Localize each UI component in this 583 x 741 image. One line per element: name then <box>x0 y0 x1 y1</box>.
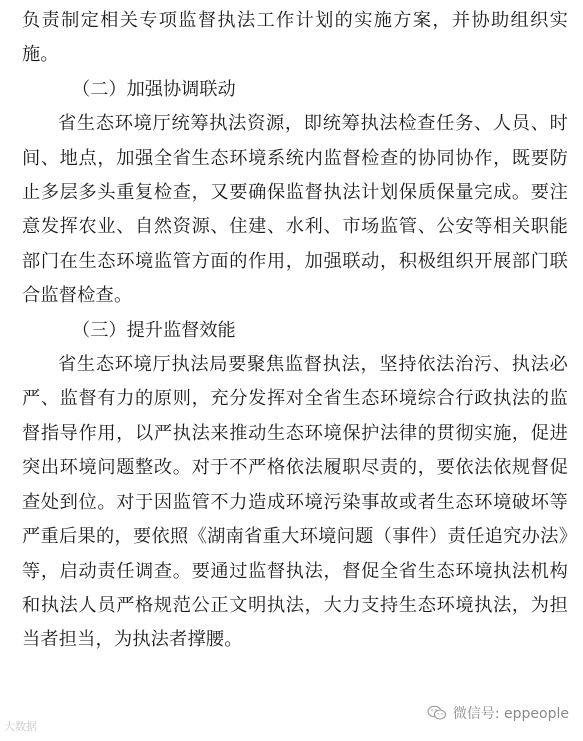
paragraph-coordination: 省生态环境厅统筹执法资源，即统筹执法检查任务、人员、时间、地点，加强全省生态环境系统内监督检查的协同协作，既要防止多层多头重复检查，又要确保监督执法计划保质保量完成。要注意发挥农业、自然资源、住建、水利、市场监管、公安等相关职能部门在生态环境监管方面的作用，加强联动，积极组织开展部门联合监督检查。 <box>22 113 568 307</box>
watermark-right-text: 微信号: eppeople <box>452 706 569 722</box>
wechat-icon <box>427 705 447 721</box>
watermark-left-text: 大数据 <box>4 720 37 733</box>
paragraph-supervision: 省生态环境厅执法局要聚焦监督执法，坚持依法治污、执法必严、监督有力的原则，充分发挥对全省生态环境综合行政执法的监督指导作用，以严执法来推动生态环境保护法律的贯彻实施，促进突出环境问题整改。对于不严格依法履职尽责的，要依法依规督促查处到位。对于因监管不力造成环境污染事故或者生态环境破坏等严重后果的，要依照《湖南省重大环境问题（事件）责任追究办法》等，启动责任调查。要通过监督执法，督促全省生态环境执法机构和执法人员严格规范公正文明执法，大力支持生态环境执法，为担当者担当，为执法者撑腰。 <box>22 354 568 651</box>
document-body <box>22 4 568 658</box>
section-heading-3: （三）提升监督效能 <box>72 319 236 341</box>
watermark-right <box>427 703 569 723</box>
section-heading-2: （二）加强协调联动 <box>72 78 236 100</box>
watermark-left <box>4 718 37 734</box>
paragraph-continuation: 负责制定相关专项监督执法工作计划的实施方案，并协助组织实施。 <box>22 10 568 66</box>
